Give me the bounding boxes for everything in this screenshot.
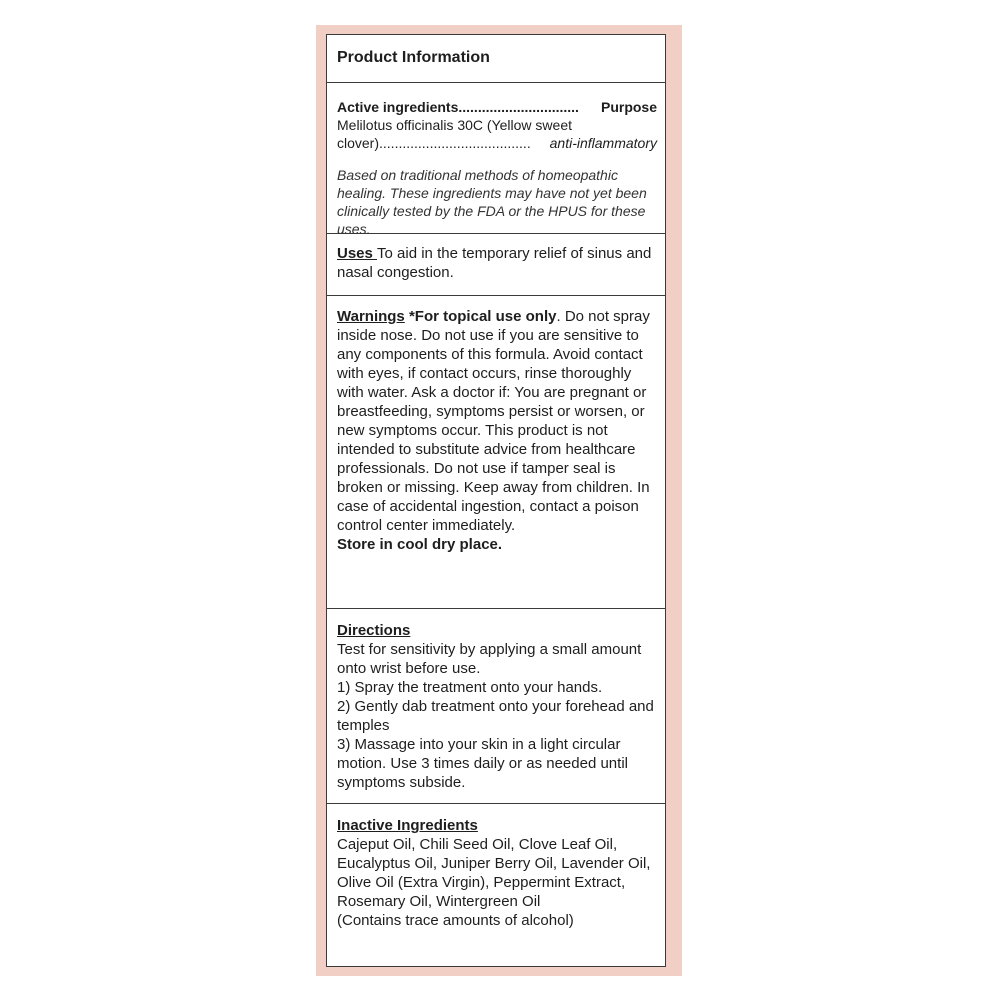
product-information-header	[327, 35, 665, 83]
uses-text: To aid in the temporary relief of sinus and nasal congestion.	[337, 245, 652, 281]
directions-step-3: 3) Massage into your skin in a light circular motion. Use 3 times daily or as needed until symptoms subside.	[337, 736, 628, 791]
product-box	[316, 25, 682, 976]
directions-step-1: 1) Spray the treatment onto your hands.	[337, 679, 603, 696]
drug-facts-panel	[326, 34, 666, 967]
purpose-value: anti-inflammatory	[549, 135, 657, 151]
warnings-topical-lead: *For topical use only	[404, 308, 557, 325]
uses-label: Uses	[337, 245, 378, 262]
ingredient-line-1: Melilotus officinalis 30C (Yellow sweet	[337, 117, 572, 133]
inactive-ingredients-label: Inactive Ingredients	[337, 817, 478, 834]
storage-text: Store in cool dry place.	[337, 536, 503, 553]
directions-step-2: 2) Gently dab treatment onto your forehead and temples	[337, 698, 654, 734]
homeopathic-note: Based on traditional methods of homeopathic healing. These ingredients may have not yet been clinically tested by the FDA or the HPUS for these uses.	[337, 167, 647, 237]
active-ingredients-section	[327, 83, 665, 237]
alcohol-note: (Contains trace amounts of alcohol)	[337, 912, 574, 929]
header-title: Product Information	[337, 49, 490, 66]
inactive-ingredients-text: Cajeput Oil, Chili Seed Oil, Clove Leaf Oil, Eucalyptus Oil, Juniper Berry Oil, Lavender Oil, Olive Oil (Extra Virgin), Peppermint Extract, Rosemary Oil, Wintergreen Oil	[337, 836, 651, 910]
directions-section	[327, 609, 665, 804]
active-ingredients-heading	[337, 98, 657, 116]
uses-section	[327, 234, 665, 296]
directions-intro: Test for sensitivity by applying a small amount onto wrist before use.	[337, 641, 642, 677]
warnings-label: Warnings	[337, 308, 405, 325]
warnings-text: . Do not spray inside nose. Do not use if you are sensitive to any components of this formula. Avoid contact with eyes, if contact occurs, rinse thoroughly with water. Ask a doctor if: You are pregnant or breastfeeding, symptoms persist or worsen, or new symptoms occur. This product is not intended to substitute advice from healthcare professionals. Do not use if tamper seal is broken or missing. Keep away from children. In case of accidental ingestion, contact a poison control center immediately.	[337, 308, 650, 534]
warnings-section	[327, 296, 665, 609]
directions-label: Directions	[337, 622, 411, 639]
active-ingredients-label: Active ingredients...............................	[337, 99, 579, 115]
ingredient-line-2-row	[337, 134, 657, 152]
ingredient-line-2: clover).......................................	[337, 135, 531, 151]
inactive-ingredients-section	[327, 804, 665, 966]
purpose-label: Purpose	[600, 99, 657, 115]
